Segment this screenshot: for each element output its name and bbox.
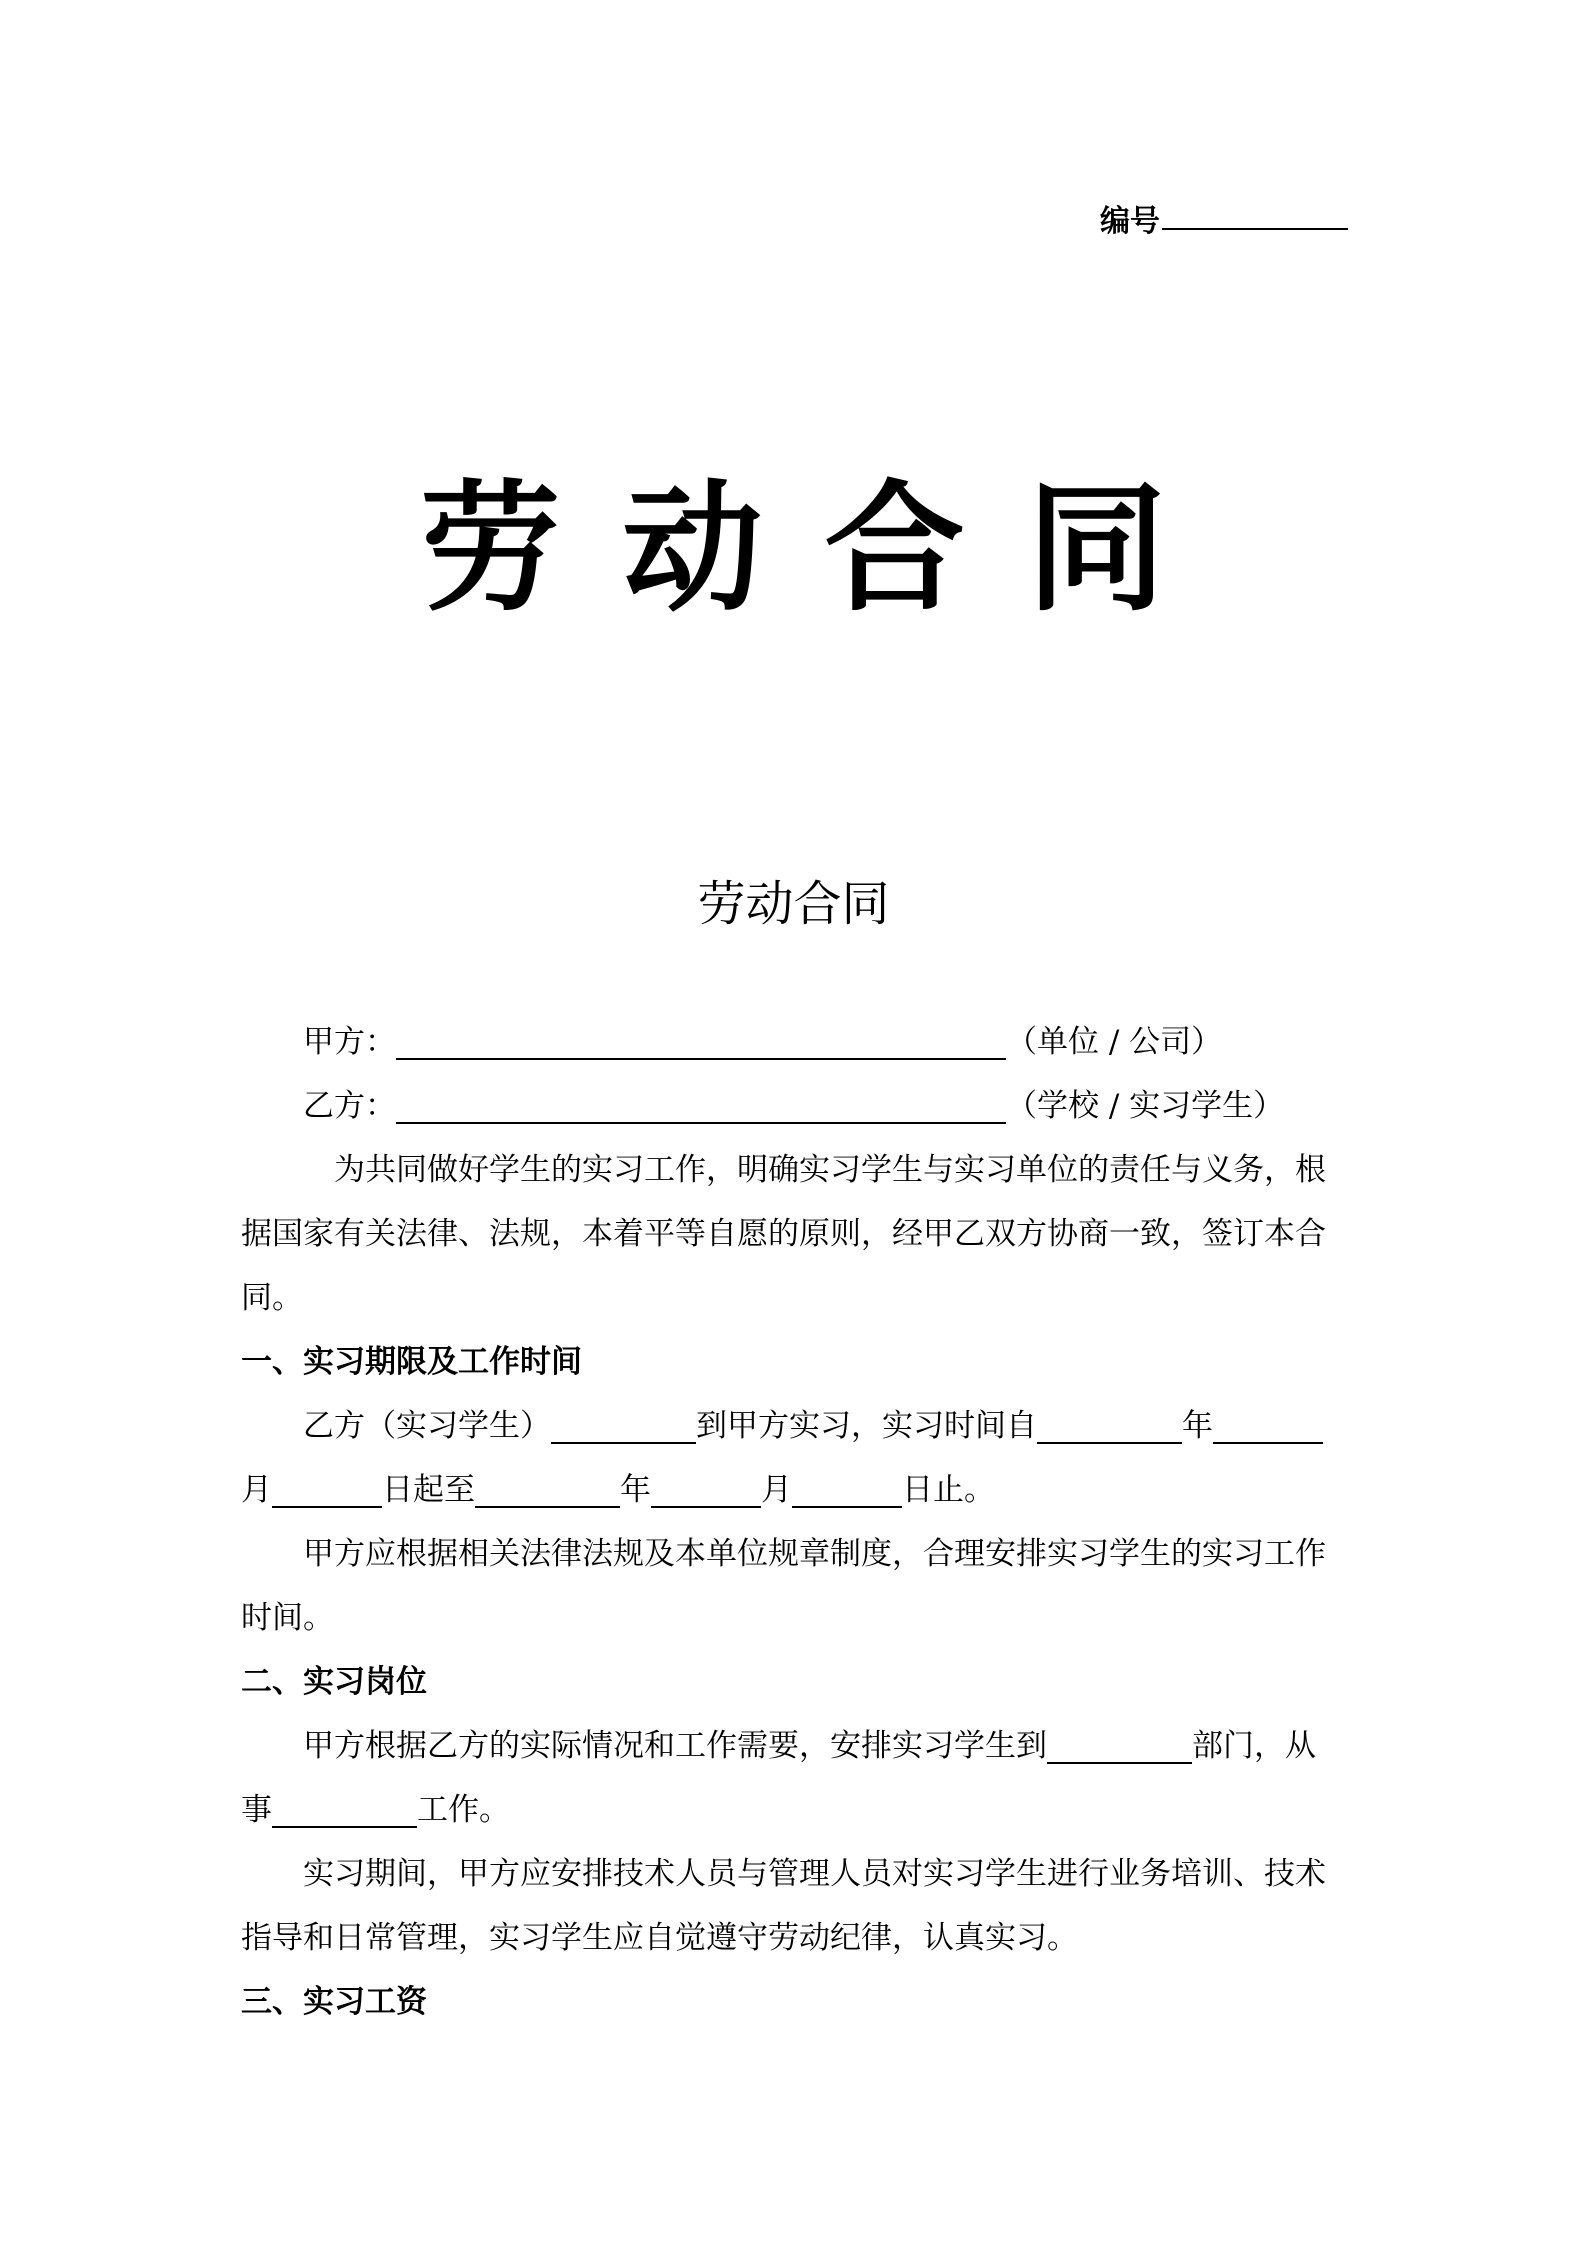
s1-text-c: 年 <box>1182 1408 1213 1444</box>
s1-text-h: 日止。 <box>902 1472 995 1508</box>
s1-text-e: 日起至 <box>382 1472 475 1508</box>
s1-text-b: 到甲方实习，实习时间自 <box>696 1408 1037 1444</box>
party-b-blank <box>396 1082 1006 1124</box>
s2-text-d: 工作。 <box>417 1792 510 1828</box>
section-1-para-2-line-1: 甲方应根据相关法律法规及本单位规章制度，合理安排实习学生的实习工作 <box>303 1536 1326 1572</box>
serial-number <box>1100 194 1348 244</box>
section-1-line-1 <box>241 1394 1356 1458</box>
preamble-line-1: 为共同做好学生的实习工作，明确实习学生与实习单位的责任与义务，根 <box>334 1152 1326 1188</box>
document-title: 劳动合同 <box>697 876 890 932</box>
section-2-line-2 <box>241 1778 1356 1842</box>
intern-name-blank <box>551 1402 696 1444</box>
section-2-line-1 <box>241 1714 1356 1778</box>
party-b-note: （学校 / 实习学生） <box>1006 1088 1285 1124</box>
section-1-line-2 <box>241 1458 1356 1522</box>
end-year-blank <box>475 1466 620 1508</box>
party-a-line <box>241 1010 1356 1074</box>
s1-text-d: 月 <box>241 1472 272 1508</box>
party-b-label: 乙方： <box>303 1088 396 1124</box>
section-1-para-2-line-2: 时间。 <box>241 1600 334 1636</box>
party-a-blank <box>396 1018 1006 1060</box>
cover-title: 劳动合同 <box>420 468 1229 631</box>
end-month-blank <box>651 1466 761 1508</box>
end-day-blank <box>792 1466 902 1508</box>
section-2-para-2-line-2: 指导和日常管理，实习学生应自觉遵守劳动纪律，认真实习。 <box>241 1920 1078 1956</box>
section-2-heading: 二、实习岗位 <box>241 1664 427 1700</box>
party-b-line <box>241 1074 1356 1138</box>
party-a-note: （单位 / 公司） <box>1006 1024 1223 1060</box>
s1-text-a: 乙方（实习学生） <box>303 1408 551 1444</box>
section-2-para-2-line-1: 实习期间，甲方应安排技术人员与管理人员对实习学生进行业务培训、技术 <box>303 1856 1326 1892</box>
start-year-blank <box>1037 1402 1182 1444</box>
serial-blank <box>1162 194 1348 230</box>
s2-text-a: 甲方根据乙方的实际情况和工作需要，安排实习学生到 <box>303 1728 1047 1764</box>
s2-text-b: 部门，从 <box>1192 1728 1316 1764</box>
s2-text-c: 事 <box>241 1792 272 1828</box>
section-3-heading: 三、实习工资 <box>241 1984 427 2020</box>
contract-body <box>241 1010 1356 2034</box>
s1-text-g: 月 <box>761 1472 792 1508</box>
section-1-heading: 一、实习期限及工作时间 <box>241 1344 582 1380</box>
serial-label: 编号 <box>1100 204 1160 239</box>
party-a-label: 甲方： <box>303 1024 396 1060</box>
job-blank <box>272 1786 417 1828</box>
start-month-blank <box>1213 1402 1323 1444</box>
start-day-blank <box>272 1466 382 1508</box>
s1-text-f: 年 <box>620 1472 651 1508</box>
preamble-line-3: 同。 <box>241 1280 303 1316</box>
preamble-line-2: 据国家有关法律、法规，本着平等自愿的原则，经甲乙双方协商一致，签订本合 <box>241 1216 1326 1252</box>
department-blank <box>1047 1722 1192 1764</box>
